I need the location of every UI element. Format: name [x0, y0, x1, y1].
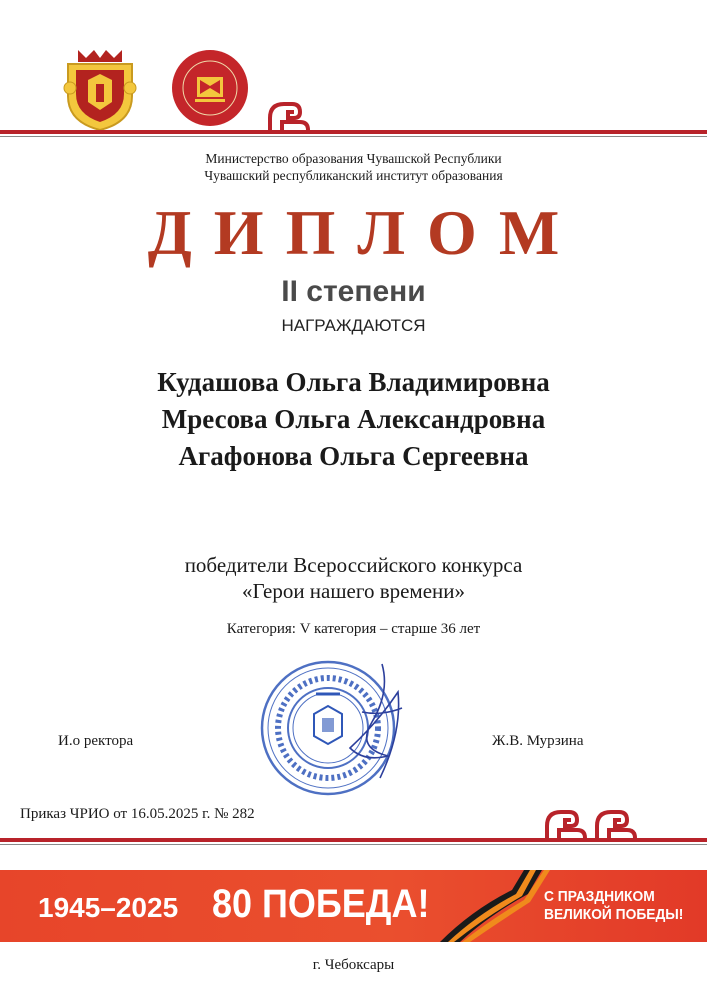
recipient-name: Кудашова Ольга Владимировна — [157, 367, 550, 397]
contest-name: «Герои нашего времени» — [241, 579, 466, 603]
institute-line: Чувашский республиканский институт образования — [204, 168, 503, 183]
obrazovanie-chuvashii-logo-icon — [170, 48, 250, 128]
bottom-gray-rule — [0, 844, 707, 845]
ornament-top-icon — [268, 96, 707, 132]
signer-name: Ж.В. Мурзина — [492, 733, 584, 749]
banner-congrats — [544, 888, 683, 924]
diploma-title: ДИПЛОМ — [147, 197, 582, 268]
degree-label: II степени — [281, 275, 426, 308]
recipients-list — [0, 364, 707, 475]
congrats-line: ВЕЛИКОЙ ПОБЕДЫ! — [544, 906, 684, 923]
congrats-line: С ПРАЗДНИКОМ — [544, 888, 655, 905]
issuer-block — [0, 150, 707, 184]
victory-banner — [0, 870, 707, 942]
banner-victory-text: 80 ПОБЕДА! — [212, 882, 430, 926]
top-gray-rule — [0, 136, 707, 137]
winners-line: победители Всероссийского конкурса — [184, 553, 523, 577]
city-label: г. Чебоксары — [312, 957, 395, 973]
official-round-stamp-icon — [252, 652, 420, 802]
category-line: Категория: V категория – старше 36 лет — [226, 621, 481, 637]
chuvash-coat-of-arms-icon — [58, 44, 142, 132]
rector-label: И.о ректора — [58, 733, 134, 749]
recipient-name: Мресова Ольга Александровна — [161, 404, 546, 434]
banner-years: 1945–2025 — [38, 892, 179, 923]
st-george-ribbon-icon — [432, 870, 556, 942]
ministry-line: Министерство образования Чувашской Республики — [205, 151, 502, 166]
ornament-bottom-icon — [545, 804, 707, 840]
top-red-rule — [0, 130, 707, 134]
winners-statement — [0, 552, 707, 604]
bottom-red-rule — [0, 838, 707, 842]
recipient-name: Агафонова Ольга Сергеевна — [178, 441, 529, 471]
order-reference: Приказ ЧРИО от 16.05.2025 г. № 282 — [20, 806, 255, 822]
awarded-label: НАГРАЖДАЮТСЯ — [281, 316, 426, 335]
